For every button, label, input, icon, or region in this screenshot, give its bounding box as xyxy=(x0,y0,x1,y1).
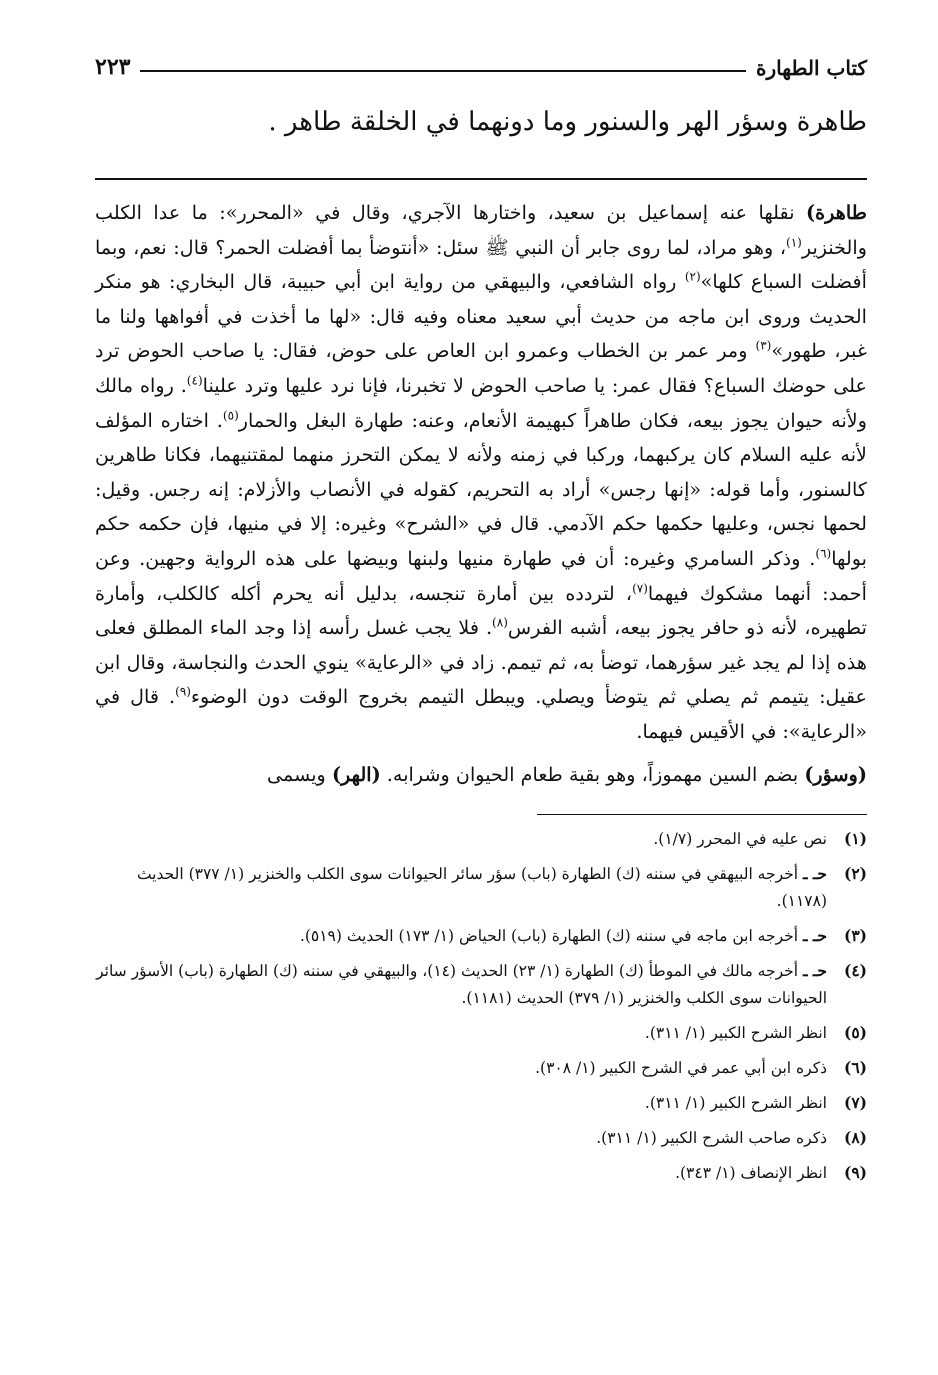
book-title: كتاب الطهارة xyxy=(756,56,867,80)
commentary xyxy=(95,196,867,792)
running-header xyxy=(95,40,867,80)
commentary-text: نقلها عنه إسماعيل بن سعيد، واختارها الآجري، وقال في «المحرر»: ما عدا الكلب والخنزير xyxy=(95,201,867,259)
footnote-item xyxy=(95,860,867,915)
commentary-paragraph xyxy=(95,758,867,793)
matn-text: طاهرة وسؤر الهر والسنور وما دونهما في الخلقة طاهر . xyxy=(268,107,867,137)
commentary-text: . رواه مالك ولأنه حيوان يجوز بيعه، فكان طاهراً كبهيمة الأنعام، وعنه: طهارة البغل والحمار xyxy=(95,373,867,432)
footnote-text xyxy=(95,1089,827,1117)
matn-divider xyxy=(95,178,867,180)
footnote-number: (٧) xyxy=(843,1093,867,1113)
footnote-number: (٨) xyxy=(843,1128,867,1148)
footnote-text xyxy=(95,825,827,853)
commentary-text: بضم السين مهموزاً، وهو بقية طعام الحيوان وشرابه. xyxy=(380,762,805,786)
footnote-ref[interactable]: (٩) xyxy=(175,684,191,699)
footnote-ref[interactable]: (٥) xyxy=(222,408,239,423)
lemma: (وسؤر) xyxy=(804,762,867,786)
footnote-body: أخرجه البيهقي في سننه (ك) الطهارة (باب) سؤر سائر الحيوانات سوى الكلب والخنزير (١/ ٣٧٧) الحديث (١١٧٨). xyxy=(136,865,827,911)
footnote-ref[interactable]: (٨) xyxy=(492,615,508,630)
footnote-item xyxy=(95,922,867,950)
footnote-number: (٦) xyxy=(843,1058,867,1078)
footnote-divider xyxy=(537,814,867,815)
footnote-body: ذكره ابن أبي عمر في الشرح الكبير (١/ ٣٠٨). xyxy=(535,1059,827,1078)
footnote-ref[interactable]: (٢) xyxy=(684,269,701,284)
commentary-text: . وذكر السامري وغيره: أن في طهارة منيها ولبنها وبيضها على هذه الرواية وجهين. وعن أحمد: أنهما مشكوك فيهما xyxy=(95,546,867,605)
footnote-body: أخرجه مالك في الموطأ (ك) الطهارة (١/ ٢٣) الحديث (١٤)، والبيهقي في سننه (ك) الطهارة (باب) الأسؤر سائر الحيوانات سوى الكلب والخنزير (١/ ٣٧٩) الحديث (١١٨١). xyxy=(96,962,827,1008)
page-number: ٢٢٣ xyxy=(95,54,131,80)
commentary-text: ، وهو مراد، لما روى جابر أن النبي ﷺ سئل: «أنتوضأ بما أفضلت الحمر؟ قال: نعم، وبما أفضلت السباع كلها» xyxy=(95,235,867,294)
footnote-text xyxy=(95,957,827,1012)
footnote-body: انظر الشرح الكبير (١/ ٣١١). xyxy=(644,1094,827,1113)
commentary-paragraph xyxy=(95,196,867,750)
footnote-text xyxy=(95,860,827,915)
hadith-mark: حـ ـ xyxy=(802,926,827,946)
lemma: طاهرة) xyxy=(806,201,867,224)
hadith-mark: حـ ـ xyxy=(802,961,827,981)
footnote-item xyxy=(95,1054,867,1082)
commentary-text: . قال في «الرعاية»: في الأقيس فيهما. xyxy=(95,685,867,743)
footnote-number: (١) xyxy=(843,829,867,849)
commentary-text: ويسمى xyxy=(267,762,332,786)
footnote-ref[interactable]: (٣) xyxy=(755,338,772,353)
footnote-number: (٩) xyxy=(843,1163,867,1183)
footnote-item xyxy=(95,1089,867,1117)
footnote-item xyxy=(95,957,867,1012)
commentary-text: . فلا يجب غسل رأسه إذا وجد الماء المطلق فعلى هذه إذا لم يجد غير سؤرهما، توضأ به، ثم تيمم. زاد في «الرعاية» ينوي الحدث والنجاسة، وقال ابن عقيل: يتيمم ثم يصلي ثم يتوضأ ويصلي. ويبطل التيمم بخروج الوقت دون الوضوء xyxy=(95,616,868,709)
footnotes xyxy=(95,825,867,1187)
footnote-body: نص عليه في المحرر (١/٧). xyxy=(653,830,827,849)
commentary-text: ومر عمر بن الخطاب وعمرو ابن العاص على حوض، فقال: يا صاحب الحوض ترد على حوضك السباع؟ فقال عمر: يا صاحب الحوض لا تخبرنا، فإنا نرد عليها وترد علينا xyxy=(95,339,867,397)
footnote-text xyxy=(95,1124,827,1152)
header-rule xyxy=(140,70,746,72)
footnote-ref[interactable]: (٧) xyxy=(632,581,648,596)
footnote-body: ذكره صاحب الشرح الكبير (١/ ٣١١). xyxy=(596,1129,827,1148)
footnote-body: أخرجه ابن ماجه في سننه (ك) الطهارة (باب) الحياض (١/ ١٧٣) الحديث (٥١٩). xyxy=(299,927,803,946)
footnote-text xyxy=(95,1019,827,1047)
book-page xyxy=(95,40,867,1194)
hadith-mark: حـ ـ xyxy=(802,864,827,884)
footnote-text xyxy=(95,922,827,950)
footnote-item xyxy=(95,1159,867,1187)
commentary-text: . اختاره المؤلف لأنه عليه السلام كان يركبهما، وركبا في زمنه ولأنه لا يمكن التحرز منهما لمقتنيهما، فكانا طاهرين كالسنور، وأما قوله: «إنها رجس» أراد به التحريم، كقوله في الأنصاب والأزلام: إنه رجس. وقيل: لحمها نجس، وعليها حكمها حكم الآدمي. قال في «الشرح» وغيره: إلا في منيها، فإن حكمه حكم بولها xyxy=(95,408,867,570)
footnote-number: (٣) xyxy=(843,926,867,946)
commentary-text: رواه الشافعي، والبيهقي من رواية ابن أبي حبيبة، قال البخاري: هو منكر الحديث وروى ابن ماجه من حديث أبي سعيد معناه وفيه قال: «لها ما أخذت في أفواهها ولنا ما غبر، طهور» xyxy=(95,270,867,363)
lemma: (الهر) xyxy=(331,762,381,786)
footnote-text xyxy=(95,1159,827,1187)
footnote-number: (٤) xyxy=(843,961,867,981)
footnote-body: انظر الإنصاف (١/ ٣٤٣). xyxy=(675,1164,827,1183)
footnote-ref[interactable]: (١) xyxy=(786,235,802,250)
footnote-text xyxy=(95,1054,827,1082)
footnote-ref[interactable]: (٦) xyxy=(815,546,832,561)
footnote-number: (٢) xyxy=(843,864,867,884)
commentary-text: ، لتردده بين أمارة تنجسه، بدليل أنه يحرم أكله كالكلب، وأمارة تطهيره، لأنه ذو حافر يجوز بيعه، أشبه الفرس xyxy=(95,581,867,640)
footnote-number: (٥) xyxy=(843,1023,867,1043)
footnote-item xyxy=(95,1124,867,1152)
footnote-ref[interactable]: (٤) xyxy=(186,373,203,388)
footnote-item xyxy=(95,825,867,853)
footnote-item xyxy=(95,1019,867,1047)
footnote-body: انظر الشرح الكبير (١/ ٣١١). xyxy=(644,1024,827,1043)
